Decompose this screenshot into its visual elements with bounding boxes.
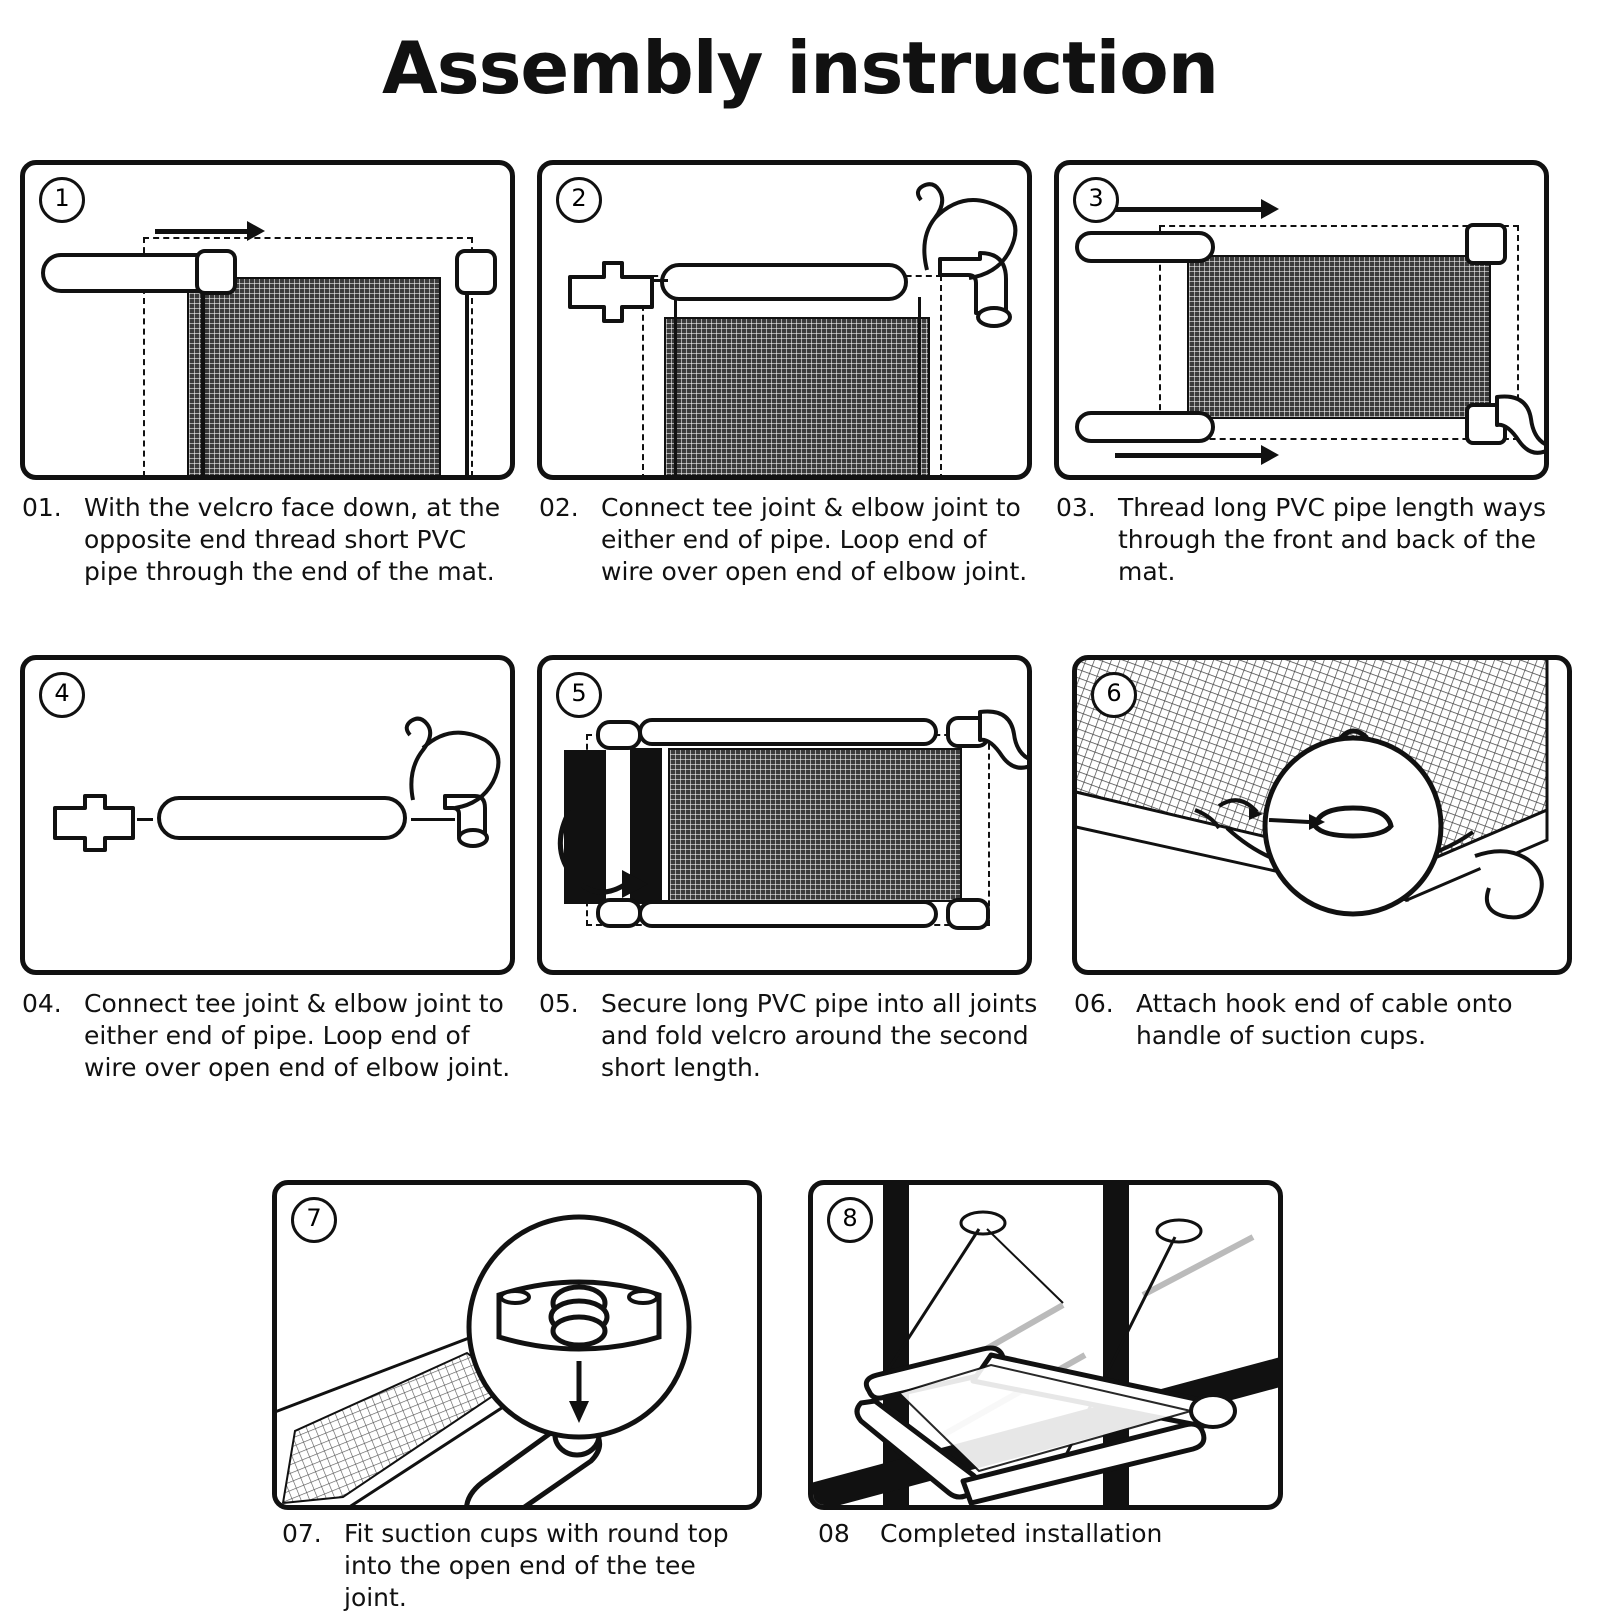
corner-joint-top-right (1465, 223, 1507, 265)
insert-arrow-head (247, 221, 265, 241)
mat-mesh (1187, 255, 1491, 419)
step-number-8: 08 (818, 1519, 850, 1548)
long-pvc-pipe-bottom (638, 900, 938, 928)
step-badge-8: 8 (827, 1197, 873, 1243)
step-panel-7 (272, 1180, 762, 1510)
step-number-2: 02. (539, 493, 579, 522)
step-badge-1: 1 (39, 177, 85, 223)
feed-arrow-top-shaft (1115, 207, 1265, 212)
step-panel-1 (20, 160, 515, 480)
step-caption-1 (22, 492, 522, 588)
long-pvc-pipe (157, 796, 407, 840)
step-number-5: 05. (539, 989, 579, 1018)
step-panel-4 (20, 655, 515, 975)
elbow-joint (974, 700, 1032, 780)
step-caption-6 (1074, 988, 1594, 1052)
step-badge-3: 3 (1073, 177, 1119, 223)
suction-cup-detail (277, 1185, 762, 1510)
mat-mesh (664, 317, 930, 480)
corner-joint-top-left (596, 720, 642, 750)
step-badge-6: 6 (1091, 672, 1137, 718)
short-pvc-pipe (41, 253, 221, 293)
step-number-1: 01. (22, 493, 62, 522)
step-badge-5: 5 (556, 672, 602, 718)
step-number-6: 06. (1074, 989, 1114, 1018)
elbow-joint (1491, 387, 1549, 467)
step-badge-7: 7 (291, 1197, 337, 1243)
feed-arrow-bottom-shaft (1115, 453, 1265, 458)
step-text-6: Attach hook end of cable onto handle of suction cups. (1136, 989, 1513, 1050)
step-number-7: 07. (282, 1519, 322, 1548)
step-panel-6 (1072, 655, 1572, 975)
mat-mesh (668, 748, 962, 902)
step-number-3: 03. (1056, 493, 1096, 522)
step-caption-3 (1056, 492, 1576, 588)
step-panel-3 (1054, 160, 1549, 480)
step-caption-4 (22, 988, 522, 1084)
feed-arrow-top-head (1261, 199, 1279, 219)
step-text-1: With the velcro face down, at the opposite end thread short PVC pipe through the end of the mat. (84, 493, 501, 586)
step-panel-5 (537, 655, 1032, 975)
wire-loop (897, 175, 1032, 285)
long-pvc-pipe-bottom (1075, 411, 1215, 443)
short-pvc-pipe (660, 263, 908, 301)
long-pvc-pipe-top (1075, 231, 1215, 263)
step-text-4: Connect tee joint & elbow joint to either end of pipe. Loop end of wire over open end of elbow joint. (84, 989, 511, 1082)
mat-edge-right (918, 297, 921, 480)
step-text-5: Secure long PVC pipe into all joints and fold velcro around the second short length. (601, 989, 1038, 1082)
connector-dash-left (654, 279, 668, 282)
step-caption-2 (539, 492, 1039, 588)
step-text-7: Fit suction cups with round top into the open end of the tee joint. (344, 1519, 729, 1612)
wire-loop (385, 708, 515, 818)
tee-joint (566, 257, 656, 327)
long-pvc-pipe-top (638, 718, 938, 746)
mat-edge-left (201, 293, 205, 479)
step-badge-2: 2 (556, 177, 602, 223)
step-number-4: 04. (22, 989, 62, 1018)
step-panel-8 (808, 1180, 1283, 1510)
corner-joint-bottom-right (946, 898, 990, 930)
connector-dash-left (137, 818, 153, 821)
corner-sleeve-left (195, 249, 237, 295)
mat-edge-left (674, 297, 677, 480)
step-text-8: Completed installation (880, 1519, 1163, 1548)
step-caption-8 (818, 1518, 1258, 1550)
tee-joint (49, 790, 139, 860)
step-panel-2 (537, 160, 1032, 480)
step-text-2: Connect tee joint & elbow joint to either end of pipe. Loop end of wire over open end of elbow joint. (601, 493, 1028, 586)
insert-arrow-shaft (155, 229, 251, 234)
mat-edge-right (465, 293, 469, 479)
fold-arrow (552, 800, 662, 910)
corner-sleeve-right (455, 249, 497, 295)
feed-arrow-bottom-head (1261, 445, 1279, 465)
completed-installation-illustration (813, 1185, 1283, 1510)
step-caption-5 (539, 988, 1049, 1084)
mat-mesh (187, 277, 441, 480)
detail-callout-circle (1253, 722, 1453, 922)
step-badge-4: 4 (39, 672, 85, 718)
step-text-3: Thread long PVC pipe length ways through the front and back of the mat. (1118, 493, 1547, 586)
page-title: Assembly instruction (382, 26, 1218, 110)
